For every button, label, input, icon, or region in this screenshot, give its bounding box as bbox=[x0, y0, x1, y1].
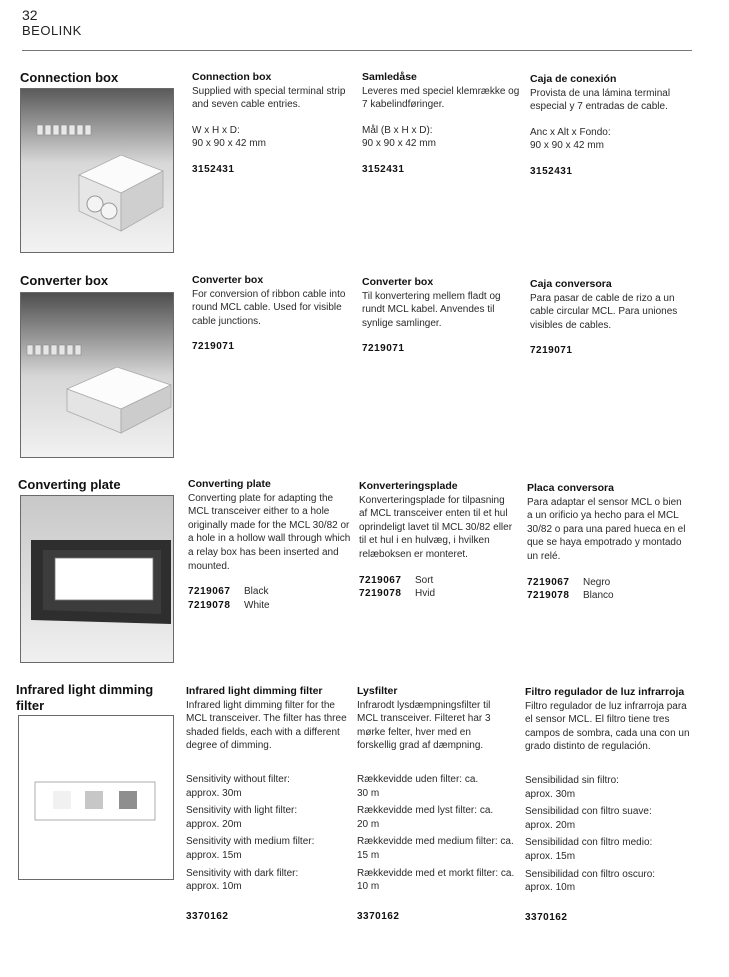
heading: Caja conversora bbox=[530, 278, 612, 290]
description: Infrared light dimming filter for the MCL transceiver. The filter has three shaded fields, each with a different degree of dimming. bbox=[186, 699, 347, 752]
heading: Infrared light dimming filter bbox=[186, 685, 323, 697]
dimensions: 90 x 90 x 42 mm bbox=[530, 140, 604, 152]
description: Converting plate for adapting the MCL transceiver either to a hole originally made for the MCL 30/82 or a hole in a hollow wall through which a relay box has been inserted and mounted. bbox=[188, 492, 351, 572]
description: Til konvertering mellem fladt og rundt MCL kabel. Anvendes til synlige samlinger. bbox=[362, 290, 501, 329]
heading: Connection box bbox=[192, 71, 272, 83]
page-header bbox=[22, 8, 82, 38]
product-code: 7219071 bbox=[192, 341, 235, 353]
infrared-filter-spanish bbox=[525, 686, 690, 924]
converting-plate-english bbox=[188, 478, 353, 612]
code-row bbox=[527, 589, 687, 603]
product-code: 7219067 bbox=[527, 576, 570, 588]
heading: Samledåse bbox=[362, 71, 417, 83]
page-number: 32 bbox=[22, 7, 38, 23]
spec-item: Rækkevidde med medium filter: ca. 15 m bbox=[357, 836, 514, 861]
converter-box-illustration bbox=[21, 293, 174, 458]
description: Supplied with special terminal strip and seven cable entries. bbox=[192, 85, 346, 111]
description: Para pasar de cable de rizo a un cable circular MCL. Para uniones visibles de cables. bbox=[530, 292, 678, 331]
converting-plate-danish bbox=[359, 480, 514, 601]
infrared-filter-danish bbox=[357, 685, 515, 923]
colour-label: White bbox=[244, 599, 270, 611]
product-code: 3370162 bbox=[357, 910, 400, 922]
brand-name: BEOLINK bbox=[22, 23, 82, 38]
description: Konverteringsplade for tilpasning af MCL transceiver enten til et hul oprindeligt lavet til MCL 30/82 eller til et hul i en hulvæg, i hvilken relæboksen er monteret. bbox=[359, 494, 513, 560]
spec-item: Rækkevidde uden filter: ca. 30 m bbox=[357, 773, 479, 799]
infrared-filter-illustration bbox=[19, 716, 174, 880]
spec-item: Sensibilidad con filtro medio: aprox. 15m bbox=[525, 837, 653, 862]
spec-item: Sensitivity with medium filter: approx. 15m bbox=[186, 836, 315, 861]
heading: Placa conversora bbox=[527, 482, 614, 494]
colour-label: Blanco bbox=[583, 590, 614, 602]
product-code: 7219071 bbox=[530, 345, 573, 357]
dimensions-label: Mål (B x H x D): bbox=[362, 124, 433, 136]
product-title: Connection box bbox=[20, 70, 119, 85]
dimensions-label: Anc x Alt x Fondo: bbox=[530, 126, 611, 138]
spec-item: Sensitivity with light filter: approx. 20m bbox=[186, 805, 298, 830]
spec-item: Sensibilidad sin filtro: aprox. 30m bbox=[525, 774, 619, 800]
heading: Lysfilter bbox=[357, 685, 398, 697]
converter-box-spanish bbox=[530, 278, 695, 358]
product-code: 3370162 bbox=[525, 911, 568, 923]
product-code: 7219067 bbox=[359, 574, 402, 586]
spec-item: Sensibilidad con filtro suave: aprox. 20m bbox=[525, 806, 652, 831]
colour-label: Hvid bbox=[415, 588, 436, 600]
spec-item: Sensitivity without filter: approx. 30m bbox=[186, 773, 290, 799]
spec-item: Rækkevidde med lyst filter: ca. 20 m bbox=[357, 805, 494, 830]
product-code: 7219078 bbox=[359, 588, 402, 600]
connection-box-photo bbox=[20, 88, 174, 253]
colour-label: Sort bbox=[415, 574, 434, 586]
spec-item: Sensibilidad con filtro oscuro: aprox. 10m bbox=[525, 868, 656, 894]
infrared-filter-photo bbox=[18, 715, 174, 880]
connection-box-illustration bbox=[21, 89, 174, 253]
code-row bbox=[359, 587, 514, 601]
converting-plate-spanish bbox=[527, 482, 687, 603]
heading: Caja de conexión bbox=[530, 73, 617, 85]
code-row bbox=[359, 574, 514, 588]
product-code: 7219071 bbox=[362, 343, 405, 355]
code-row bbox=[188, 599, 353, 613]
product-title: Converting plate bbox=[18, 477, 121, 492]
description: Filtro regulador de luz infrarroja para el sensor MCL. El filtro tiene tres campos de sombra, cada una con un grado distinto de regulación. bbox=[525, 700, 690, 753]
converting-plate-illustration bbox=[21, 496, 174, 663]
converting-plate-photo bbox=[20, 495, 174, 663]
header-divider bbox=[22, 50, 692, 51]
description: Infrarodt lysdæmpningsfilter til MCL transceiver. Filteret har 3 mørke felter, hver med en forskellig grad af dæmpning. bbox=[357, 699, 491, 752]
description: Leveres med speciel klemrække og 7 kabelindføringer. bbox=[362, 85, 520, 111]
spec-item: Sensitivity with dark filter: approx. 10m bbox=[186, 867, 299, 893]
product-code: 3152431 bbox=[530, 165, 573, 177]
description: For conversion of ribbon cable into round MCL cable. Used for visible cable junctions. bbox=[192, 288, 346, 327]
product-code: 7219078 bbox=[527, 590, 570, 602]
converter-box-photo bbox=[20, 292, 174, 458]
product-code: 7219078 bbox=[188, 599, 231, 611]
heading: Konverteringsplade bbox=[359, 480, 458, 492]
spec-item: Rækkevidde med et morkt filter: ca. 10 m bbox=[357, 867, 515, 893]
product-code: 3370162 bbox=[186, 910, 229, 922]
heading: Filtro regulador de luz infrarroja bbox=[525, 686, 685, 698]
product-code: 3152431 bbox=[362, 163, 405, 175]
description: Provista de una lámina terminal especial y 7 entradas de cable. bbox=[530, 87, 671, 113]
connection-box-english bbox=[192, 71, 352, 177]
dimensions: 90 x 90 x 42 mm bbox=[362, 138, 436, 150]
connection-box-danish bbox=[362, 71, 522, 177]
description: Para adaptar el sensor MCL o bien a un orificio ya hecho para el MCL 30/82 o para una pared hueca en el que se haya empotrado y montado un relé. bbox=[527, 496, 686, 562]
colour-label: Black bbox=[244, 586, 269, 598]
colour-label: Negro bbox=[583, 576, 611, 588]
product-title: Converter box bbox=[20, 273, 109, 288]
heading: Converter box bbox=[362, 276, 434, 288]
product-code: 3152431 bbox=[192, 163, 235, 175]
code-row bbox=[527, 576, 687, 590]
converter-box-danish bbox=[362, 276, 522, 356]
connection-box-spanish bbox=[530, 73, 695, 179]
product-title: Infrared light dimming filter bbox=[16, 682, 154, 713]
product-code: 7219067 bbox=[188, 586, 231, 598]
dimensions-label: W x H x D: bbox=[192, 124, 240, 136]
heading: Converter box bbox=[192, 274, 264, 286]
dimensions: 90 x 90 x 42 mm bbox=[192, 138, 266, 150]
heading: Converting plate bbox=[188, 478, 271, 490]
infrared-filter-english bbox=[186, 685, 352, 923]
converter-box-english bbox=[192, 274, 352, 354]
code-row bbox=[188, 585, 353, 599]
